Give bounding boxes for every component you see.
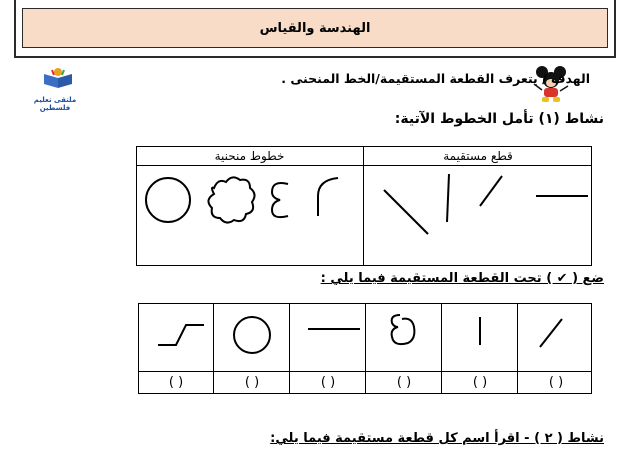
- answer-cell[interactable]: ( ): [168, 375, 184, 390]
- answer-cell[interactable]: ( ): [472, 375, 488, 390]
- answer-cell[interactable]: ( ): [244, 375, 260, 390]
- curve-shape: [392, 315, 415, 344]
- page-title: الهندسة والقياس: [259, 20, 371, 36]
- straight-segments-drawings: [364, 166, 592, 266]
- straight-segments-header: قطع مستقيمة: [443, 149, 513, 163]
- logo-text: ملتقى تعليم فلسطين: [33, 96, 77, 112]
- goal-text: الهدف / يتعرف القطعة المستقيمة/الخط المنحنى .: [281, 71, 590, 86]
- activity2-title: نشاط ( ٢ ) - اقرأ اسم كل قطعة مستقيمة فيما يلي:: [270, 431, 604, 446]
- book-logo-icon: [40, 66, 76, 96]
- circle-shape: [146, 178, 190, 222]
- activity1-title: نشاط (١) تأمل الخطوط الآتية:: [394, 111, 604, 127]
- answer-cell[interactable]: ( ): [396, 375, 412, 390]
- curve-shape: [272, 183, 288, 217]
- curved-lines-drawings: [136, 166, 363, 266]
- cloud-shape: [208, 177, 254, 222]
- zigzag-shape: [158, 325, 204, 345]
- instruction-text: ضع ( ✔ ) تحت القطعة المستقيمة فيما يلي :: [320, 271, 604, 286]
- answer-cell[interactable]: ( ): [320, 375, 336, 390]
- arc-shape: [318, 178, 338, 216]
- curved-lines-header: خطوط منحنية: [214, 149, 285, 163]
- check-table-drawings: [138, 303, 592, 371]
- circle-shape: [234, 317, 270, 353]
- answer-cell[interactable]: ( ): [548, 375, 564, 390]
